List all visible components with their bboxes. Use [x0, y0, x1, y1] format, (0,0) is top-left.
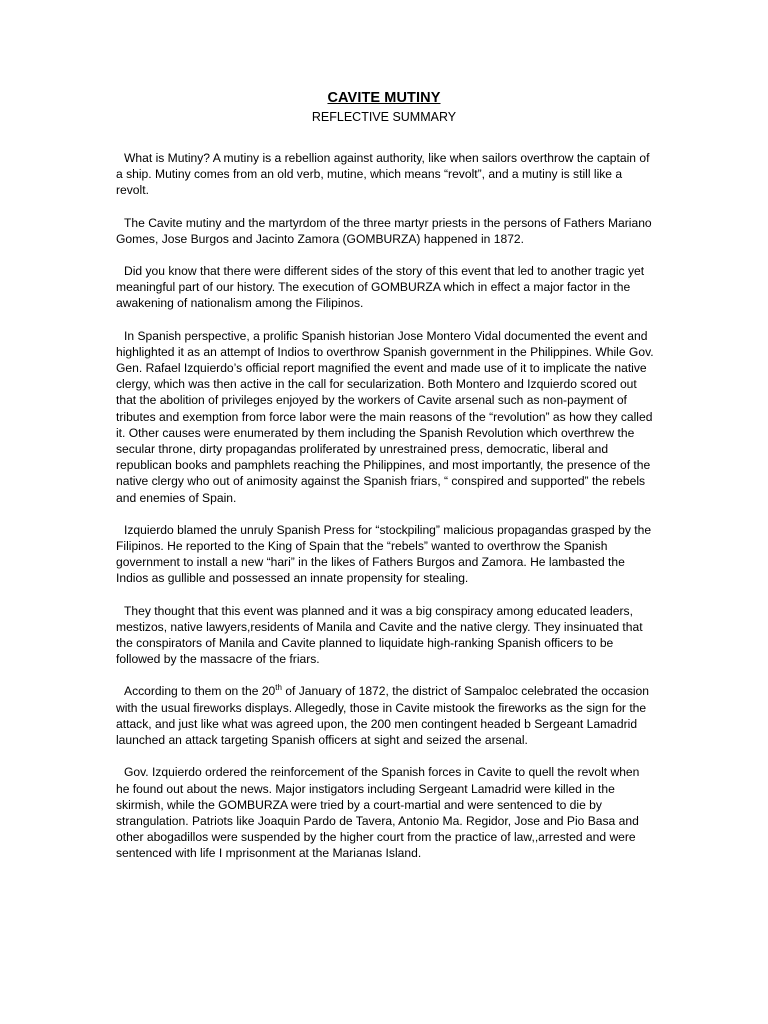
ordinal-suffix: th — [275, 683, 282, 693]
paragraph-different-sides: Did you know that there were different sides of the story of this event that led to another tragic yet meaningful part of our history. The execution of GOMBURZA which in effect a major factor in the awakening of nationalism among the Filipinos. — [116, 264, 645, 311]
paragraph-definition: What is Mutiny? A mutiny is a rebellion against authority, like when sailors overthrow the captain of a ship. Mutiny comes from an old verb, mutine, which means “revolt”, and a mutiny is still like a revolt. — [116, 151, 650, 198]
paragraph-gomburza: The Cavite mutiny and the martyrdom of the three martyr priests in the persons of Fathers Mariano Gomes, Jose Burgos and Jacinto Zamora (GOMBURZA) happened in 1872. — [116, 215, 652, 246]
document-title: CAVITE MUTINY — [327, 90, 441, 106]
document-subtitle: REFLECTIVE SUMMARY — [311, 110, 457, 124]
paragraph-fireworks-rest: of January of 1872, the district of Sampaloc celebrated the occasion with the usual fireworks displays. Allegedly, those in Cavite mistook the fireworks as the sign for the attack, and just like what was agreed upon, the 200 men contingent headed b Sergeant Lamadrid launched an attack targeting Spanish officers at sight and seized the arsenal. — [116, 684, 650, 748]
paragraph-conspiracy: They thought that this event was planned and it was a big conspiracy among educated leaders, mestizos, native lawyers,residents of Manila and Cavite and the native clergy. They insinuated that the conspirators of Manila and Cavite planned to liquidate high-ranking Spanish officers to be followed by the massacre of the friars. — [116, 603, 643, 667]
paragraph-izquierdo-blamed: Izquierdo blamed the unruly Spanish Press for “stockpiling” malicious propagandas grasped by the Filipinos. He reported to the King of Spain that the “rebels” wanted to overthrow the Spanish government to install a new “hari” in the likes of Fathers Burgos and Zamora. He lambasted the Indios as gullible and possessed an innate propensity for stealing. — [116, 522, 652, 586]
document-body — [116, 150, 656, 878]
paragraph-fireworks — [116, 683, 656, 748]
paragraph-spanish-perspective: In Spanish perspective, a prolific Spanish historian Jose Montero Vidal documented the event and highlighted it as an attempt of Indios to overthrow Spanish government in the Philippines. While Gov. Gen. Rafael Izquierdo’s official report magnified the event and made use of it to implicate the native clergy, which was then active in the call for secularization. Both Montero and Izquierdo scored out that the abolition of privileges enjoyed by the workers of Cavite arsenal such as non-payment of tributes and exemption from force labor were the main reasons of the “revolution” as how they called it. Other causes were enumerated by them including the Spanish Revolution which overthrew the secular throne, dirty propagandas proliferated by unrestrained press, democratic, liberal and republican books and pamphlets reaching the Philippines, and most importantly, the presence of the native clergy who out of animosity against the Spanish friars, “ conspired and supported” the rebels and enemies of Spain. — [116, 328, 654, 505]
paragraph-reinforcement: Gov. Izquierdo ordered the reinforcement of the Spanish forces in Cavite to quell the revolt when he found out about the news. Major instigators including Sergeant Lamadrid were killed in the skirmish, while the GOMBURZA were tried by a court-martial and were sentenced to die by strangulation. Patriots like Joaquin Pardo de Tavera, Antonio Ma. Regidor, Jose and Pio Basa and other abogadillos were suspended by the higher court from the practice of law,,arrested and were sentenced with life I mprisonment at the Marianas Island. — [116, 765, 640, 861]
paragraph-fireworks-start: According to them on the 20 — [124, 684, 276, 699]
